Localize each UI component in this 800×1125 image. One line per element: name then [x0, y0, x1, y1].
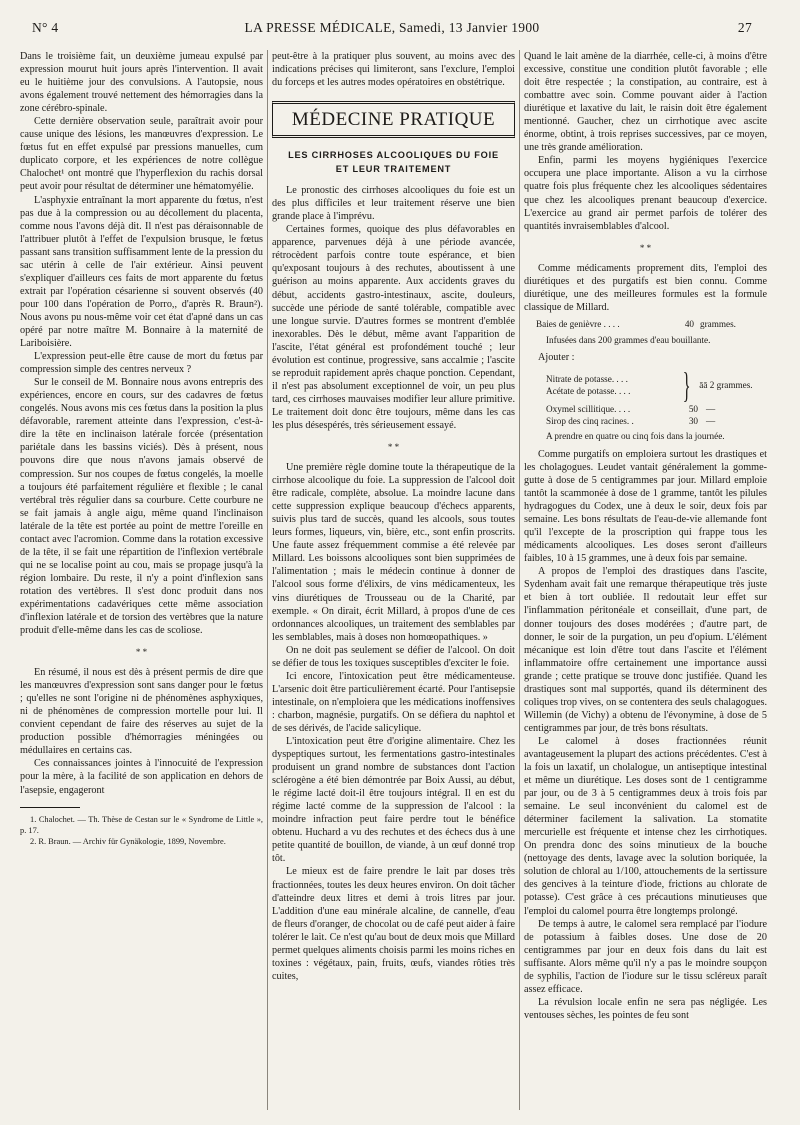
- ingredient-group-list: [546, 373, 674, 397]
- journal-title: LA PRESSE MÉDICALE, Samedi, 13 Janvier 1900: [244, 20, 540, 35]
- ingredient-unit: —: [706, 415, 716, 426]
- ingredient-unit: —: [706, 403, 716, 414]
- paragraph: Le mieux est de faire prendre le lait par doses très fractionnées, toutes les deux heures environ. On doit tâcher d'atteindre deux litres et demi à trois litres par jour. L'addition d'une eau minérale alcaline, de cannelle, d'eau de fleurs d'oranger, de chocolat ou de café peut aider à faire tolérer le lait. Ce n'est qu'au bout de deux mois que Millard permet quelques aliments choisis parmi les moins riches en toxines : végétaux, pain, fruits, œufs, viandes rôties très cuites,: [272, 866, 515, 982]
- section-stars: * *: [387, 442, 400, 453]
- paragraph: De temps à autre, le calomel sera remplacé par l'iodure de potassium à faibles doses. Une dose de 20 centigrammes par jour en deux fois dans du lait est suffisante. Alors même qu'il n'y a pas le moindre soupçon de syphilis, l'action de l'iodure sur le tissu scléreux paraît assez efficace.: [524, 918, 767, 995]
- article-title-line: LES CIRRHOSES ALCOOLIQUES DU FOIE: [288, 150, 499, 161]
- column-rule: [519, 50, 520, 1110]
- recipe-row: [546, 415, 767, 427]
- paragraph: Le pronostic des cirrhoses alcooliques du foie est un des plus difficiles et leur traitement réserve une bien grande place à l'imprévu.: [272, 185, 515, 223]
- ingredient-unit: grammes.: [700, 318, 736, 329]
- paragraph: Quand le lait amène de la diarrhée, celle-ci, à moins d'être excessive, constitue une condition plutôt favorable ; elle doit être respectée ; la constipation, au contraire, est à combattre avec soin. Comme pouvant aider à l'action diurétique et laxative du lait, le raisin doit être également mentionné. Gaucher, chez un cirrhotique avec ascite énorme, obtint, à trois reprises successives, par ce moyen, une très grande amélioration.: [524, 51, 767, 154]
- article-title: [272, 148, 515, 176]
- footnote: 1. Chalochet. — Th. Thèse de Cestan sur le « Syndrome de Little », p. 17.: [20, 814, 263, 835]
- paragraph: Sur le conseil de M. Bonnaire nous avons entrepris des expériences, encore en cours, sur des cadavres de fœtus congelés. Nous avons mis ces fœtus dans la position la plus défavorable, rarement atteinte dans l'expression, c'est-à-dire la tête en inclinaison latérale forcée (présentation pariétale dans les bassins viciés). Dès à présent, nous pouvons dire que nous n'avons jamais observé de compression. Sur nos coupes de fœtus congelés, la moelle a toujours été parfaitement régulière et flexible ; le canal vertébral très régulier dans sa courbure. Cette courbure ne se fait jamais à angle aigu, même quand l'inclinaison latérale de la tête est portée au point de mettre l'oreille en contact avec l'acromion. Comme dans la rotation excessive de la tête, il se fait une répartition de l'inflexion vertébrale qui ne se localise point au cou, mais se propage jusqu'à la région lombaire. Du reste, il n'y a point d'inflexion sans rotation des vertèbres. Il s'est donc produit dans nos expérimentations cadavériques cette même association d'inflexion latérale et de torsion des vertèbres que la nature produit d'elle-même dans les cas de scoliose.: [20, 377, 263, 637]
- paragraph: Enfin, parmi les moyens hygiéniques l'exercice occupera une place importante. Alison a vu la cirrhose quatre fois plus fréquente chez les alcooliques sédentaires que chez les alcooliques prenant beaucoup d'exercice. L'exercice au grand air permet parfois de tolérer des quantités invraisemblables d'alcool.: [524, 155, 767, 232]
- column-right: [524, 50, 767, 1115]
- page-number: 27: [737, 20, 752, 35]
- paragraph: Ces connaissances jointes à l'innocuité de l'expression pour la mère, à la facilité de son application en dehors de l'asepsie, engageront: [20, 758, 263, 796]
- recipe-note: Infusées dans 200 grammes d'eau bouillante.: [546, 334, 711, 345]
- paragraph: Une première règle domine toute la thérapeutique de la cirrhose alcoolique du foie. La suppression de l'alcool doit être radicale, complète, absolue. La moindre lacune dans cette suppression explique beaucoup d'échecs apparents, suivis plus tard de succès, quand les alcools, sous toutes leurs formes, liqueurs, vin, bière, etc., sont enfin proscrits. Une faute assez fréquemment commise a été relevée par Millard. Les boissons alcooliques sont bien supprimées de l'alimentation ; mais le médecin continue à donner de l'alcool sous forme d'élixirs, de vins médicamenteux, les vins diurétiques de Trousseau ou de la Charité, par exemple. « On dirait, écrit Millard, à propos d'une de ces ordonnances alcooliques, un traitement des semblables par les semblables, mais à doses non homœopathiques. »: [272, 462, 515, 643]
- ingredient-group: [546, 364, 767, 405]
- column-rule: [267, 50, 268, 1110]
- recipe-row: [546, 403, 767, 415]
- article-title-line: ET LEUR TRAITEMENT: [335, 164, 452, 175]
- paragraph: L'asphyxie entraînant la mort apparente du fœtus, n'est pas due à la compression ou au décollement du placenta, comme nous l'avons déjà dit. Il n'est pas déraisonnable de l'attribuer plutôt à l'effet de l'expulsion brusque, le fœtus passant sans transition suffisamment lente de la pression du sac utérin à celle de l'air extérieur. Ainsi peuvent s'expliquer d'ailleurs ces faits de mort apparente du fœtus extrait par l'opération césarienne si souvent observés (40 pour 100 dans l'opération de Porro,, d'après R. Braun²). Nous avons pu nous-même voir cet état d'apné dans un cas opéré par notre maître M. Bonnaire à la maternité de Lariboisière.: [20, 194, 263, 350]
- paragraph: Comme médicaments proprement dits, l'emploi des diurétiques et des purgatifs est bien connu. Comme diurétique, une des meilleures formules est la formule classique de Millard.: [524, 262, 767, 313]
- page-header: [32, 20, 752, 42]
- paragraph: L'intoxication peut être d'origine alimentaire. Chez les dyspeptiques surtout, les fermentations gastro-intestinales produisent un grand nombre de substances dont l'action sclérogène a été bien démontrée par Boix Aussi, au début, le régime lacté doit-il être toujours intégral. Il en est du régime lacté comme de la suppression de l'alcool : la moindre infraction peut faire perdre tout le bénéfice obtenu. Huchard a vu des rechutes et des échecs dus à une petite quantité de bouillon, de viande, à un œuf donné trop tôt.: [272, 736, 515, 865]
- paragraph: Certaines formes, quoique des plus défavorables en apparence, parvenues déjà à une période avancée, rétrocèdent parfois contre toute espérance, et bien qu'exposant toujours à des rechutes, aboutissent à une guérison au moins apparente. Aux accidents graves du début, accidents gastro-intestinaux, ascite, douleurs, succède une période de santé tolérable, compatible avec une longue survie. D'autres formes se montrent d'emblée inexorables. Dès le début, même avant l'apparition de l'ascite, l'état général est profondément touché ; leur évolution est continue, progressive, sans accalmie ; l'ascite se reproduit rapidement après chaque ponction. Cependant, il n'est pas absolument exceptionnel de voir, un peu plus tard, ces cirrhoses mauvaises modifier leur allure primitive. Le traitement doit donc être toujours, même dans les cas les plus désespérés, très sérieusement essayé.: [272, 224, 515, 431]
- ingredient-quantity: 50: [688, 403, 698, 414]
- recipe-formula: [536, 318, 767, 330]
- paragraph: Cette dernière observation seule, paraîtrait avoir pour cause unique des lésions, les manœuvres d'expression. Le fœtus fut en effet expulsé par pressions manuelles, cum duplicato corpore, et les expériences de notre collègue Chalochet¹ ont montré que l'hyperflexion du rachis dorsal peut avoir pour résultat de déterminer une hématomyélie.: [20, 116, 263, 193]
- recipe-instruction: Ajouter :: [538, 351, 575, 363]
- recipe-row: [536, 318, 767, 330]
- paragraph: peut-être à la pratiquer plus souvent, au moins avec des indications précises qui limiteront, sans l'exclure, l'emploi du forceps et les autres modes opératoires en obstétrique.: [272, 51, 515, 89]
- paragraph: En résumé, il nous est dès à présent permis de dire que les manœuvres d'expression sont sans danger pour le fœtus ; qu'elles ne sont l'origine ni de phénomènes asphyxiques, ni de phénomènes de compression mortelle pour lui. Il convient cependant de faire des réserves au sujet de la production possible d'hémorragies méningées ou médullaires en certains cas.: [20, 667, 263, 757]
- ingredient-name: Baies de genièvre . . . .: [536, 318, 620, 329]
- paragraph: Dans le troisième fait, un deuxième jumeau expulsé par expression mourut huit jours après l'intervention. Il avait eu le huitième jour des convulsions. A l'autopsie, nous avons également trouvé nettement des hémorragies dans la zone cérébro-spinale.: [20, 51, 263, 115]
- paragraph: Le calomel à doses fractionnées réunit avantageusement la plupart des actions précédentes. C'est à la fois un laxatif, un cholalogue, un antiseptique intestinal et même un diurétique. Les doses sont de 1 centigramme par jour, ou de 3 à 5 centigrammes deux à trois fois par semaine. Le seul inconvénient du calomel est de déterminer facilement la salivation. La stomatite mercurielle est fréquente et intense chez les cirrhotiques. On prendra donc des soins minutieux de la bouche (nettoyage des dents, lavage avec la solution boriquée, la solution de chloral au 1/100, attouchements de la sertissure des gencives à la teinture d'iode, frictions au chlorate de potasse). C'est grâce à ces précautions minutieuses que l'emploi du calomel pourra être longtemps prolongé.: [524, 735, 767, 917]
- footnote-rule: [20, 807, 80, 808]
- ingredient-name: Nitrate de potasse. . . .: [546, 373, 628, 384]
- section-heading: MÉDECINE PRATIQUE: [272, 101, 515, 138]
- column-left: [20, 50, 263, 1115]
- paragraph: Comme purgatifs on emploiera surtout les drastiques et les cholagogues. Leudet vantait généralement la gomme-gutte à dose de 5 centigrammes par jour. Millard emploie tantôt la scammonée à dose de 1 gramme, tantôt les pilules hydragogues du Codex, une à deux le soir, deux fois par semaine. Les bons résultats de l'eau-de-vie allemande font qu'il l'excepte de la proscription qui frappe tous les médicaments alcooliques. Les doses seront d'ailleurs faibles, 10 à 15 grammes, une à deux fois par semaine.: [524, 448, 767, 565]
- footnote: 2. R. Braun. — Archiv für Gynäkologie, 1899, Novembre.: [30, 836, 226, 846]
- ingredient-quantity: āā 2 grammes.: [699, 379, 753, 390]
- section-stars: * *: [639, 242, 652, 253]
- ingredient-quantity: 30: [688, 415, 698, 426]
- ingredient-name: Acétate de potasse. . . .: [546, 385, 631, 396]
- recipe-note: A prendre en quatre ou cinq fois dans la journée.: [546, 430, 725, 441]
- ingredient-name: Oxymel scillitique. . . .: [546, 403, 631, 414]
- ingredient-quantity: 40: [684, 318, 694, 329]
- brace-glyph: }: [682, 364, 691, 405]
- paragraph: A propos de l'emploi des drastiques dans l'ascite, Sydenham avait fait une remarque thérapeutique très juste et bien à tort oubliée. Il redoutait leur effet sur l'inflammation péritonéale et conseillait, d'une part, de donner toujours des doses modérées ; d'autre part, de donner, le soir de la purgation, un peu d'opium. L'élément mécanique est loin d'être tout dans l'ascite et l'élément inflammatoire offre certainement une importance aussi grande ; cette pratique se trouve donc justifiée. Quand les drastiques sont mal supportés, quand ils déterminent des coliques trop vives, on se contentera des seuls chalagogues. Willemin (de Vichy) a obtenu de l'évonymine, à dose de 5 centigrammes par jour, de très bons résultats.: [524, 566, 767, 734]
- issue-number: N° 4: [32, 20, 59, 35]
- section-stars: * *: [135, 647, 148, 658]
- paragraph: La révulsion locale enfin ne sera pas négligée. Les ventouses sèches, les pointes de feu sont: [524, 996, 767, 1021]
- column-middle: [272, 50, 515, 1115]
- recipe-rows: [546, 403, 767, 427]
- paragraph: Ici encore, l'intoxication peut être médicamenteuse. L'arsenic doit être particulièrement écarté. Pour l'antisepsie intestinale, on n'emploiera que les médications inoffensives : charbon, magnésie, purgatifs. On se défiera du naphtol et de ses dérivés, de l'acide salicylique.: [272, 670, 515, 734]
- paragraph: L'expression peut-elle être cause de mort du fœtus par compression simple des centres nerveux ?: [20, 351, 263, 376]
- paragraph: On ne doit pas seulement se défier de l'alcool. On doit se défier de tous les toxiques susceptibles d'exciter le foie.: [272, 644, 515, 669]
- ingredient-name: Sirop des cinq racines. .: [546, 415, 634, 426]
